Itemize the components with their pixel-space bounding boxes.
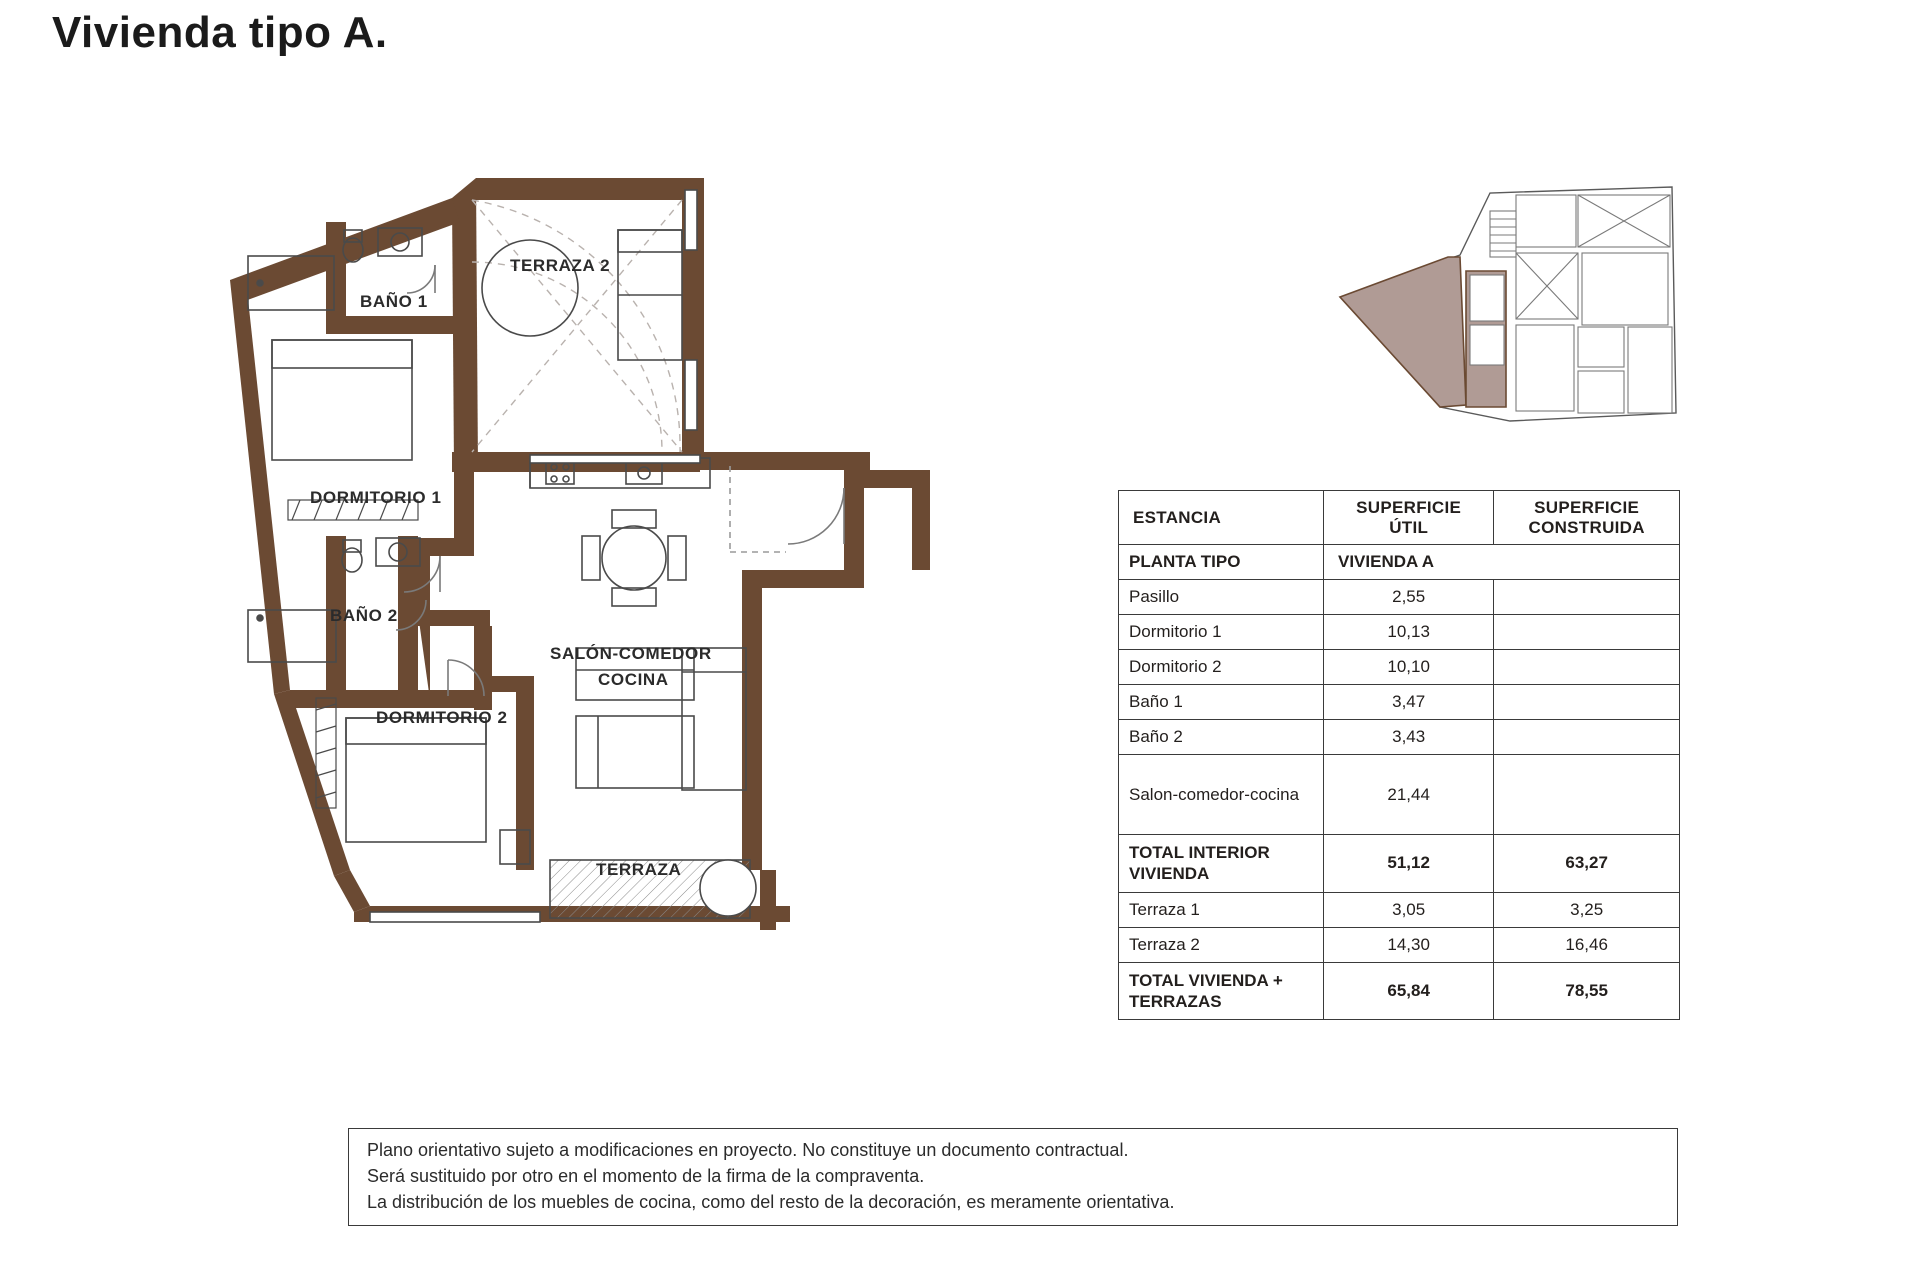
row-util: 65,84 bbox=[1324, 962, 1494, 1020]
row-util: 51,12 bbox=[1324, 835, 1494, 893]
row-name: TOTAL INTERIOR VIVIENDA bbox=[1119, 835, 1324, 893]
row-name: Dormitorio 2 bbox=[1119, 650, 1324, 685]
row-util: 14,30 bbox=[1324, 927, 1494, 962]
header-superficie-construida-line2: CONSTRUIDA bbox=[1528, 517, 1645, 537]
room-label-bano-2: BAÑO 2 bbox=[330, 606, 398, 625]
row-construida bbox=[1494, 615, 1680, 650]
table-header-row bbox=[1119, 491, 1680, 545]
row-construida bbox=[1494, 720, 1680, 755]
room-label-bano-1: BAÑO 1 bbox=[360, 292, 428, 311]
room-label-salon-comedor: SALÓN-COMEDOR bbox=[550, 644, 712, 663]
row-construida: 3,25 bbox=[1494, 892, 1680, 927]
row-name: Baño 2 bbox=[1119, 720, 1324, 755]
row-name: Baño 1 bbox=[1119, 685, 1324, 720]
header-superficie-util bbox=[1324, 491, 1494, 545]
row-util: 10,13 bbox=[1324, 615, 1494, 650]
row-construida bbox=[1494, 580, 1680, 615]
header-superficie-util-line1: SUPERFICIE bbox=[1356, 498, 1462, 517]
header-estancia: ESTANCIA bbox=[1119, 491, 1324, 545]
row-construida bbox=[1494, 650, 1680, 685]
key-plan bbox=[1320, 175, 1680, 435]
table-row-total-interior bbox=[1119, 835, 1680, 893]
table-subheader-row bbox=[1119, 545, 1680, 580]
row-construida bbox=[1494, 685, 1680, 720]
page-title: Vivienda tipo A. bbox=[52, 8, 388, 57]
room-label-cocina: COCINA bbox=[598, 670, 669, 689]
table-row bbox=[1119, 685, 1680, 720]
row-name: Salon-comedor-cocina bbox=[1119, 755, 1324, 835]
row-name: TOTAL VIVIENDA + TERRAZAS bbox=[1119, 962, 1324, 1020]
table-row bbox=[1119, 892, 1680, 927]
table-row-total-vivienda bbox=[1119, 962, 1680, 1020]
floorplan-drawing bbox=[230, 170, 1070, 950]
row-name: Terraza 1 bbox=[1119, 892, 1324, 927]
room-label-dormitorio-2: DORMITORIO 2 bbox=[376, 708, 508, 727]
header-superficie-construida bbox=[1494, 491, 1680, 545]
table-row bbox=[1119, 650, 1680, 685]
row-construida: 63,27 bbox=[1494, 835, 1680, 893]
header-superficie-construida-line1: SUPERFICIE bbox=[1534, 498, 1640, 517]
row-construida bbox=[1494, 755, 1680, 835]
row-name: Terraza 2 bbox=[1119, 927, 1324, 962]
disclaimer-line-1: Plano orientativo sujeto a modificaciones en proyecto. No constituye un documento contractual. bbox=[367, 1140, 1129, 1160]
disclaimer-box bbox=[348, 1128, 1678, 1226]
row-util: 3,47 bbox=[1324, 685, 1494, 720]
table-row bbox=[1119, 615, 1680, 650]
row-construida: 16,46 bbox=[1494, 927, 1680, 962]
row-util: 21,44 bbox=[1324, 755, 1494, 835]
room-label-terraza-2: TERRAZA 2 bbox=[510, 256, 611, 275]
row-name: Dormitorio 1 bbox=[1119, 615, 1324, 650]
disclaimer-line-3: La distribución de los muebles de cocina, como del resto de la decoración, es meramente orientativa. bbox=[367, 1192, 1175, 1213]
surface-table bbox=[1118, 490, 1680, 1020]
table-row bbox=[1119, 755, 1680, 835]
row-util: 3,05 bbox=[1324, 892, 1494, 927]
row-construida: 78,55 bbox=[1494, 962, 1680, 1020]
row-util: 2,55 bbox=[1324, 580, 1494, 615]
subheader-planta-tipo: PLANTA TIPO bbox=[1119, 545, 1324, 580]
row-util: 3,43 bbox=[1324, 720, 1494, 755]
table-row bbox=[1119, 927, 1680, 962]
row-name: Pasillo bbox=[1119, 580, 1324, 615]
room-label-dormitorio-1: DORMITORIO 1 bbox=[310, 488, 442, 507]
header-superficie-util-line2: ÚTIL bbox=[1389, 517, 1429, 537]
table-row bbox=[1119, 720, 1680, 755]
disclaimer-line-2: Será sustituido por otro en el momento de la firma de la compraventa. bbox=[367, 1166, 925, 1187]
row-util: 10,10 bbox=[1324, 650, 1494, 685]
room-label-terraza: TERRAZA bbox=[596, 860, 682, 879]
subheader-vivienda: VIVIENDA A bbox=[1324, 545, 1680, 580]
table-row bbox=[1119, 580, 1680, 615]
